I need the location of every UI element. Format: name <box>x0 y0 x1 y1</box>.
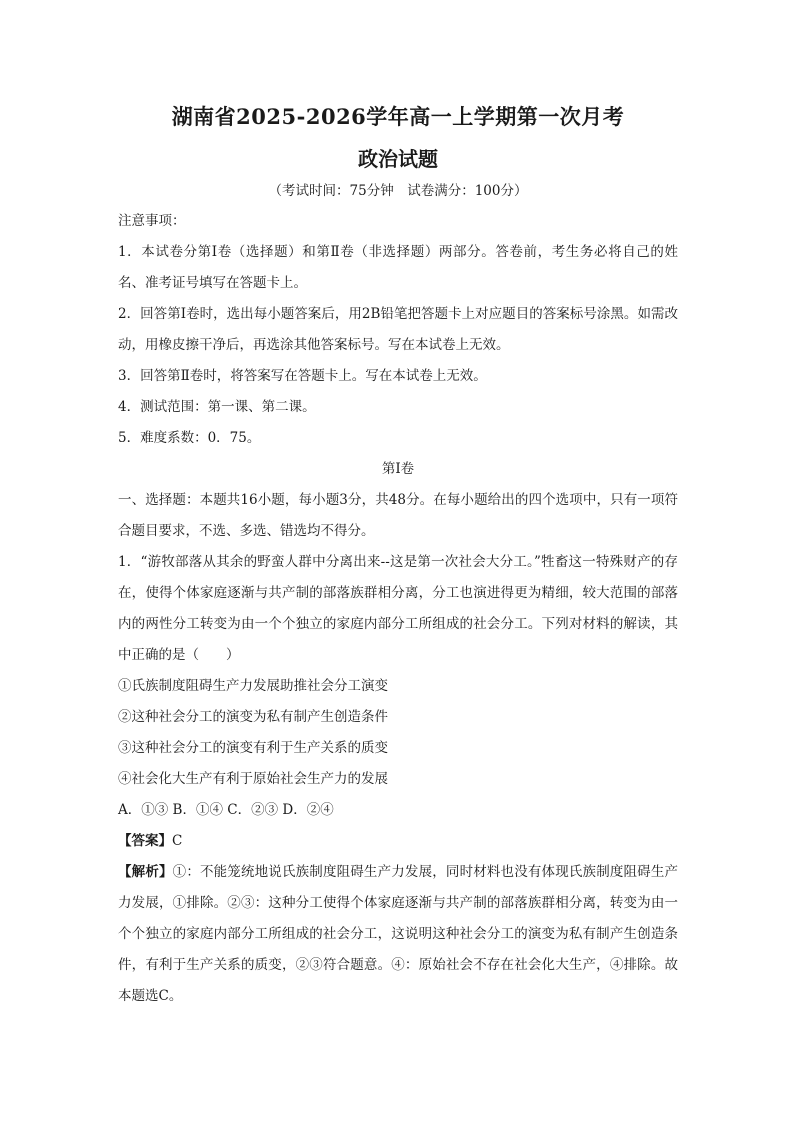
analysis-label: 【解析】 <box>118 864 173 880</box>
notice-item: 1．本试卷分第Ⅰ卷（选择题）和第Ⅱ卷（非选择题）两部分。答卷前，考生务必将自己的姓名、准考证号填写在答题卡上。 <box>118 244 678 291</box>
section-instruction: 一、选择题：本题共16小题，每小题3分，共48分。在每小题给出的四个选项中，只有一项符合题目要求，不选、多选、错选均不得分。 <box>118 492 678 539</box>
answer-label: 【答案】 <box>118 833 172 849</box>
analysis-paragraph <box>118 857 678 1012</box>
notice-item: 3．回答第Ⅱ卷时，将答案写在答题卡上。写在本试卷上无效。 <box>118 368 487 384</box>
notice-item: 4．测试范围：第一课、第二课。 <box>118 399 316 415</box>
question-1 <box>118 547 678 1012</box>
exam-title: 湖南省2025-2026学年高一上学期第一次月考 <box>171 104 625 129</box>
notice-item: 2．回答第Ⅰ卷时，选出每小题答案后，用2B铅笔把答题卡上对应题目的答案标号涂黑。如需改动，用橡皮擦干净后，再选涂其他答案标号。写在本试卷上无效。 <box>118 306 678 353</box>
question-options: A．①③ B．①④ C．②③ D．②④ <box>118 802 334 818</box>
notice-heading: 注意事项： <box>118 213 186 229</box>
question-statement: ②这种社会分工的演变为私有制产生创造条件 <box>118 709 388 725</box>
analysis-text: ①：不能笼统地说氏族制度阻碍生产力发展，同时材料也没有体现氏族制度阻碍生产力发展，①排除。②③：这种分工使得个体家庭逐渐与共产制的部落族群相分离，转变为由一个个独立的家庭内部分工所组成的社会分工，这说明这种社会分工的演变为私有制产生创造条件，有利于生产关系的质变，②③符合题意。④：原始社会不存在社会化大生产，④排除。故本题选C。 <box>118 864 679 1004</box>
notice-item: 5．难度系数：0．75。 <box>118 430 261 446</box>
section-label: 第Ⅰ卷 <box>381 461 415 477</box>
question-statement: ①氏族制度阻碍生产力发展助推社会分工演变 <box>118 678 388 694</box>
question-statement: ③这种社会分工的演变有利于生产关系的质变 <box>118 740 388 756</box>
question-stem: 1．“游牧部落从其余的野蛮人群中分离出来--这是第一次社会大分工。”牲畜这一特殊财产的存在，使得个体家庭逐渐与共产制的部落族群相分离，分工也演进得更为精细，较大范围的部落内的两性分工转变为由一个个独立的家庭内部分工所组成的社会分工。下列对材料的解读，其中正确的是（ ） <box>118 554 678 663</box>
exam-page <box>118 100 678 1012</box>
answer-value: C <box>172 833 183 849</box>
question-statement: ④社会化大生产有利于原始社会生产力的发展 <box>118 771 388 787</box>
answer-line <box>118 826 678 857</box>
notice-section <box>118 206 678 454</box>
exam-time-info: （考试时间：75分钟 试卷满分：100分） <box>268 183 528 199</box>
exam-subtitle: 政治试题 <box>358 147 438 171</box>
